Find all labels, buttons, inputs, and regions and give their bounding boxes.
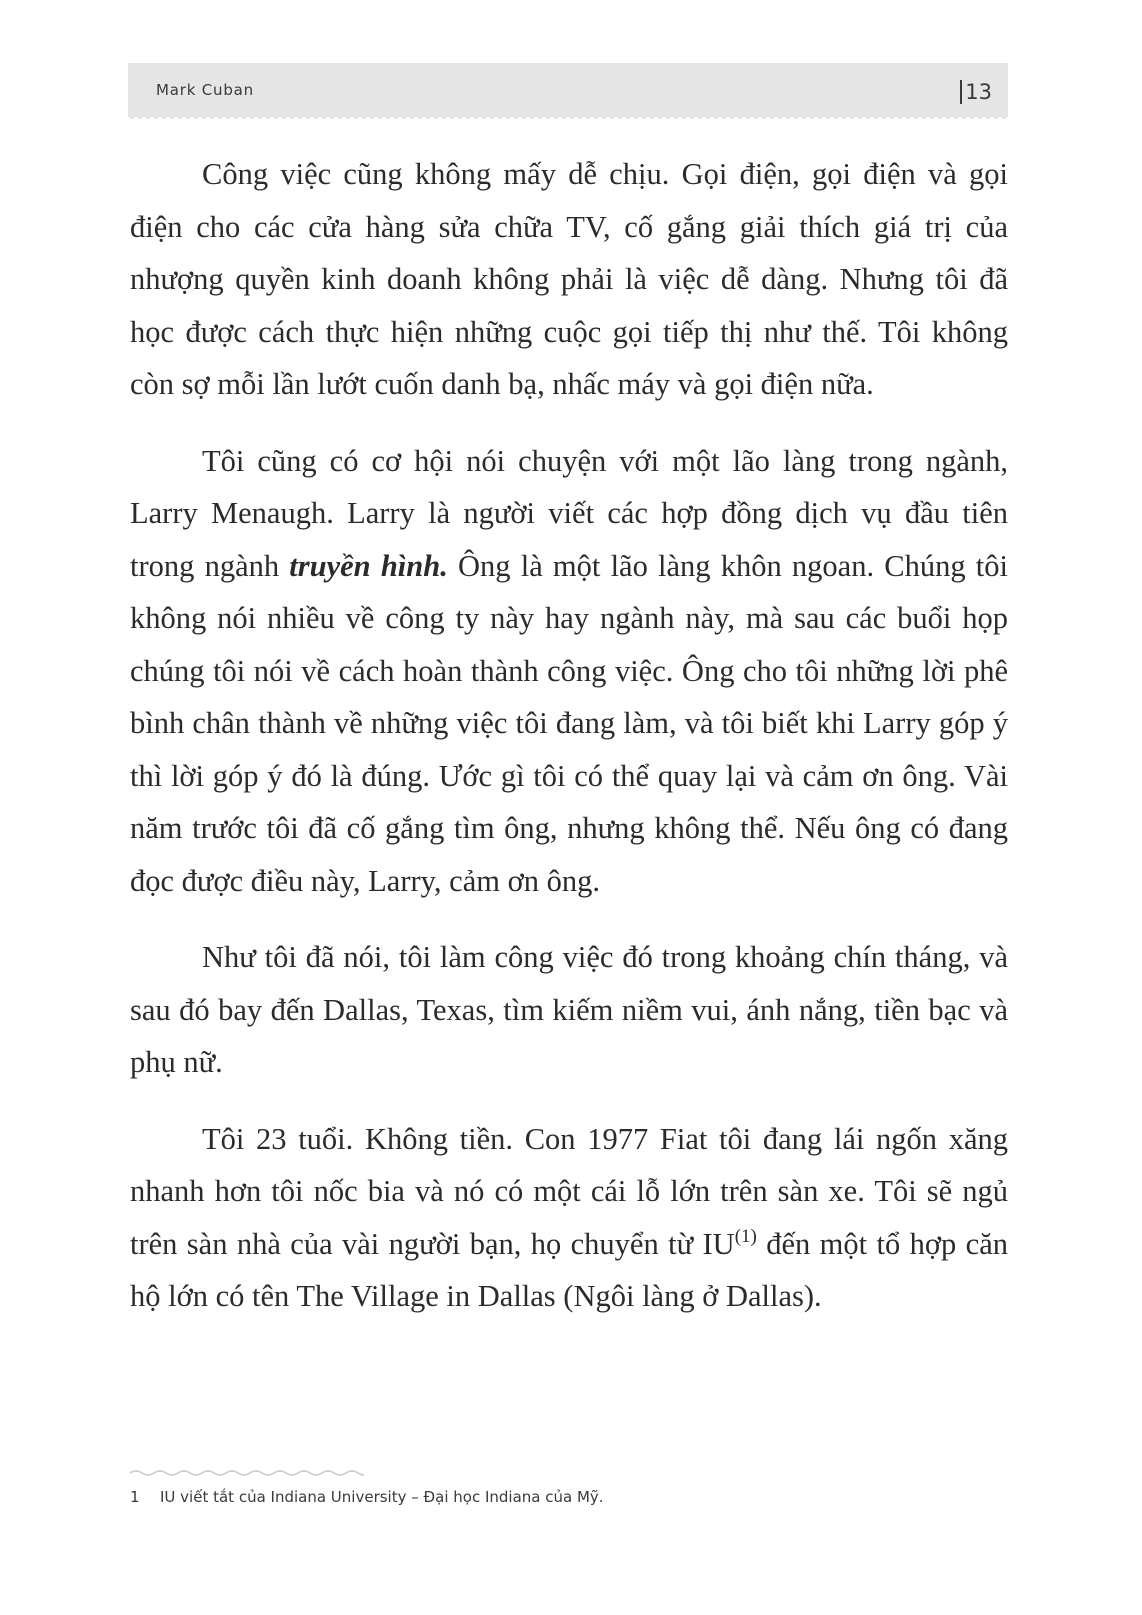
paragraph-3 bbox=[130, 931, 1008, 1089]
header-author: Mark Cuban bbox=[156, 81, 254, 99]
footnote-number: 1 bbox=[130, 1488, 140, 1506]
footnote bbox=[130, 1488, 604, 1506]
paragraph-3-text: Như tôi đã nói, tôi làm công việc đó trong khoảng chín tháng, và sau đó bay đến Dallas, Texas, tìm kiếm niềm vui, ánh nắng, tiền bạc và phụ nữ. bbox=[130, 940, 1008, 1079]
paragraph-1-text: Công việc cũng không mấy dễ chịu. Gọi điện, gọi điện và gọi điện cho các cửa hàng sửa chữa TV, cố gắng giải thích giá trị của nhượng quyền kinh doanh không phải là việc dễ dàng. Nhưng tôi đã học được cách thực hiện những cuộc gọi tiếp thị như thế. Tôi không còn sợ mỗi lần lướt cuốn danh bạ, nhấc máy và gọi điện nữa. bbox=[130, 157, 1008, 401]
paragraph-4 bbox=[130, 1113, 1008, 1323]
body-text bbox=[130, 148, 1008, 1323]
paragraph-4-text-after: đến một tổ hợp căn hộ lớn có tên The Village in Dallas (Ngôi làng ở Dallas). bbox=[130, 1226, 1008, 1313]
page-number: 13 bbox=[965, 80, 992, 104]
paragraph-2-text-before: Tôi cũng có cơ hội nói chuyện với một lão làng trong ngành, Larry Menaugh. Larry là người viết các hợp đồng dịch vụ đầu tiên trong ngành bbox=[130, 443, 1008, 583]
paragraph-2-text-after: Ông là một lão làng khôn ngoan. Chúng tôi không nói nhiều về công ty này hay ngành này, mà sau các buổi họp chúng tôi nói về cách hoàn thành công việc. Ông cho tôi những lời phê bình chân thành về những việc tôi đang làm, và tôi biết khi Larry góp ý thì lời góp ý đó là đúng. Ước gì tôi có thể quay lại và cảm ơn ông. Vài năm trước tôi đã cố gắng tìm ông, nhưng không thể. Nếu ông có đang đọc được điều này, Larry, cảm ơn ông. bbox=[130, 548, 1008, 898]
paragraph-4-text-before: Tôi 23 tuổi. Không tiền. Con 1977 Fiat tôi đang lái ngốn xăng nhanh hơn tôi nốc bia và nó có một cái lỗ lớn trên sàn xe. Tôi sẽ ngủ trên sàn nhà của vài người bạn, họ chuyển từ IU bbox=[130, 1121, 1008, 1261]
running-header bbox=[128, 63, 1008, 117]
footnote-divider bbox=[130, 1468, 364, 1478]
paragraph-2 bbox=[130, 435, 1008, 908]
footnote-text: IU viết tắt của Indiana University – Đại học Indiana của Mỹ. bbox=[160, 1488, 604, 1506]
page-number-divider bbox=[960, 80, 962, 104]
emphasis-text: truyền hình. bbox=[289, 548, 448, 583]
paragraph-1 bbox=[130, 148, 1008, 411]
footnote-reference[interactable]: (1) bbox=[734, 1225, 757, 1247]
